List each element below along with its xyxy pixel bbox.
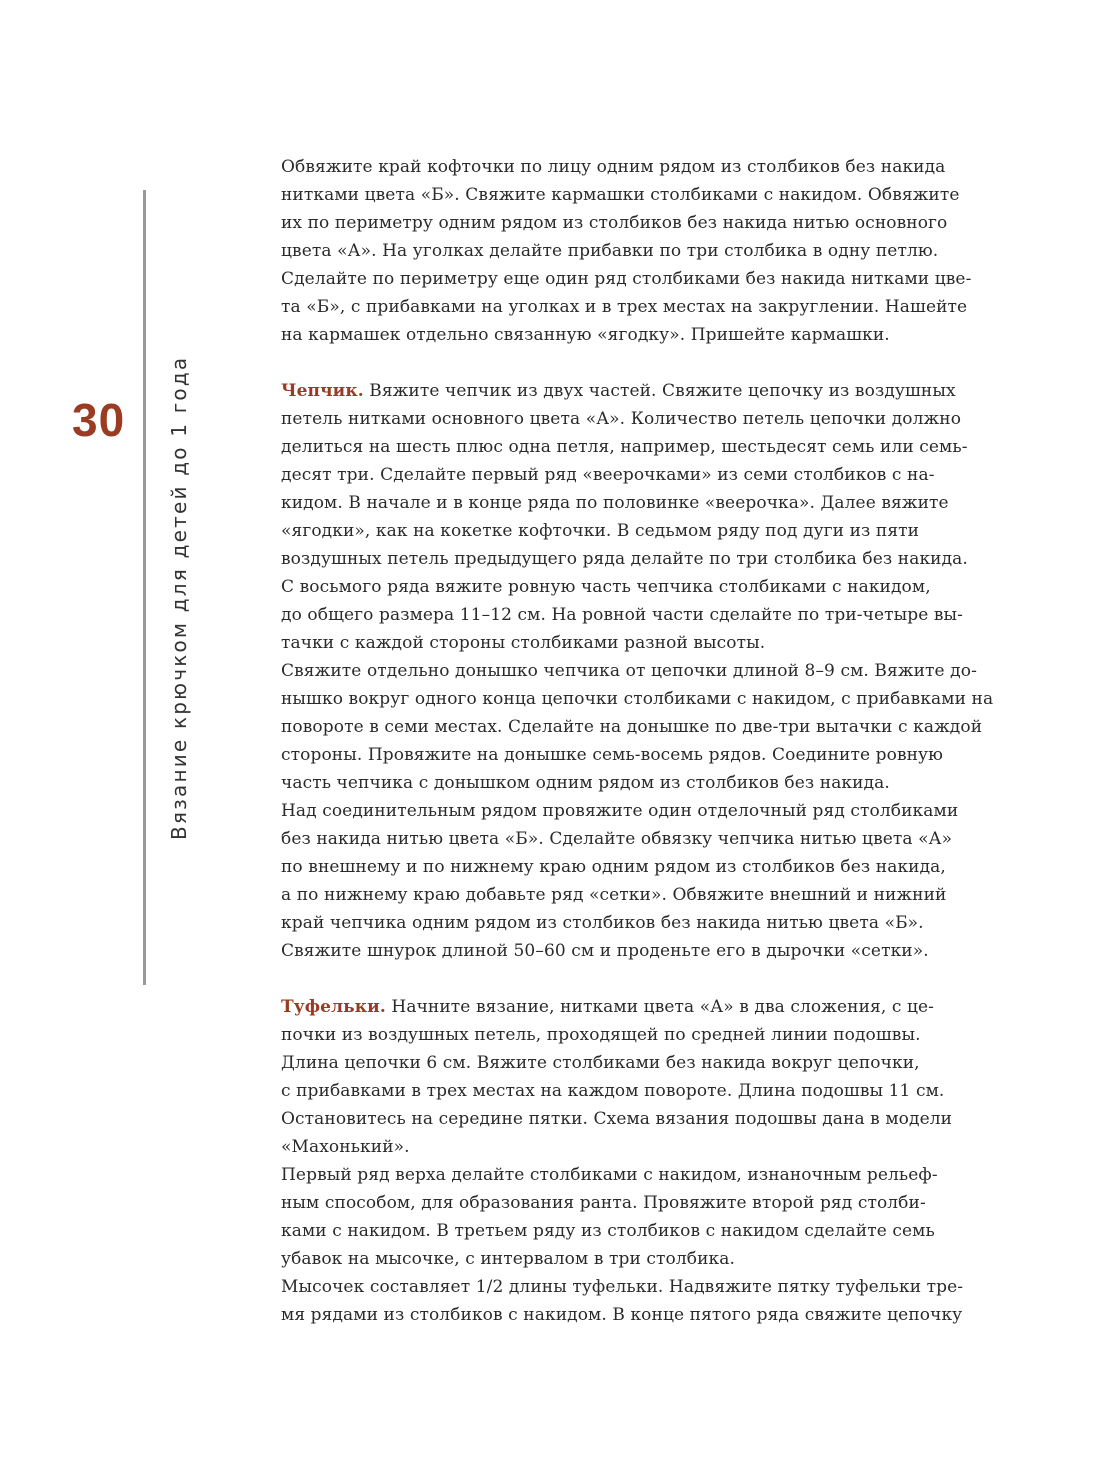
text-line: край чепчика одним рядом из столбиков без накида нитью цвета «Б». bbox=[281, 913, 924, 933]
text-line: петель нитками основного цвета «А». Количество петель цепочки должно bbox=[281, 409, 962, 429]
text-line: Длина цепочки 6 см. Вяжите столбиками без накида вокруг цепочки, bbox=[281, 1053, 920, 1073]
text-line bbox=[281, 993, 1021, 1021]
text-line: повороте в семи местах. Сделайте на донышке по две-три вытачки с каждой bbox=[281, 717, 983, 737]
text-line: а по нижнему краю добавьте ряд «сетки». Обвяжите внешний и нижний bbox=[281, 885, 947, 905]
side-rule bbox=[143, 190, 146, 985]
text-line: Над соединительным рядом провяжите один отделочный ряд столбиками bbox=[281, 801, 959, 821]
intro-paragraph bbox=[281, 153, 1021, 349]
text-line: до общего размера 11–12 см. На ровной части сделайте по три-четыре вы- bbox=[281, 605, 964, 625]
cap-first-line: Вяжите чепчик из двух частей. Свяжите цепочку из воздушных bbox=[363, 381, 956, 401]
text-line: ками с накидом. В третьем ряду из столбиков с накидом сделайте семь bbox=[281, 1221, 935, 1241]
shoes-section bbox=[281, 993, 1021, 1329]
text-line: «ягодки», как на кокетке кофточки. В седьмом ряду под дуги из пяти bbox=[281, 521, 920, 541]
text-line: с прибавками в трех местах на каждом повороте. Длина подошвы 11 см. bbox=[281, 1081, 945, 1101]
text-line: ным способом, для образования ранта. Провяжите второй ряд столби- bbox=[281, 1193, 926, 1213]
text-line: цвета «А». На уголках делайте прибавки по три столбика в одну петлю. bbox=[281, 241, 939, 261]
text-line: та «Б», с прибавками на уголках и в трех местах на закруглении. Нашейте bbox=[281, 297, 968, 317]
shoes-first-line: Начните вязание, нитками цвета «А» в два сложения, с це- bbox=[385, 997, 935, 1017]
running-title: Вязание крючком для детей до 1 года bbox=[167, 355, 191, 840]
text-line: их по периметру одним рядом из столбиков без накида нитью основного bbox=[281, 213, 948, 233]
section-gap bbox=[281, 965, 1021, 993]
text-line: С восьмого ряда вяжите ровную часть чепчика столбиками с накидом, bbox=[281, 577, 931, 597]
text-line: воздушных петель предыдущего ряда делайте по три столбика без накида. bbox=[281, 549, 968, 569]
text-line: Сделайте по периметру еще один ряд столбиками без накида нитками цве- bbox=[281, 269, 972, 289]
cap-section bbox=[281, 377, 1021, 965]
page-number: 30 bbox=[72, 394, 126, 446]
text-line: Первый ряд верха делайте столбиками с накидом, изнаночным рельеф- bbox=[281, 1165, 938, 1185]
text-line: нышко вокруг одного конца цепочки столбиками с накидом, с прибавками на bbox=[281, 689, 994, 709]
text-line: десят три. Сделайте первый ряд «веерочками» из семи столбиков с на- bbox=[281, 465, 935, 485]
text-line: почки из воздушных петель, проходящей по средней линии подошвы. bbox=[281, 1025, 921, 1045]
text-line: Мысочек составляет 1/2 длины туфельки. Надвяжите пятку туфельки тре- bbox=[281, 1277, 964, 1297]
text-line: Свяжите шнурок длиной 50–60 см и проденьте его в дырочки «сетки». bbox=[281, 941, 929, 961]
shoes-heading: Туфельки. bbox=[281, 997, 386, 1017]
text-line: по внешнему и по нижнему краю одним рядом из столбиков без накида, bbox=[281, 857, 946, 877]
text-line: Остановитесь на середине пятки. Схема вязания подошвы дана в модели bbox=[281, 1109, 953, 1129]
text-line: часть чепчика с донышком одним рядом из столбиков без накида. bbox=[281, 773, 890, 793]
text-line: Обвяжите край кофточки по лицу одним рядом из столбиков без накида bbox=[281, 157, 946, 177]
cap-heading: Чепчик. bbox=[281, 381, 364, 401]
text-line: Свяжите отдельно донышко чепчика от цепочки длиной 8–9 см. Вяжите до- bbox=[281, 661, 977, 681]
text-line: тачки с каждой стороны столбиками разной высоты. bbox=[281, 633, 766, 653]
text-line: кидом. В начале и в конце ряда по половинке «веерочка». Далее вяжите bbox=[281, 493, 949, 513]
text-line: без накида нитью цвета «Б». Сделайте обвязку чепчика нитью цвета «А» bbox=[281, 829, 953, 849]
section-gap bbox=[281, 349, 1021, 377]
body-text bbox=[281, 153, 1021, 1329]
text-line: стороны. Провяжите на донышке семь-восемь рядов. Соедините ровную bbox=[281, 745, 944, 765]
text-line bbox=[281, 377, 1021, 405]
text-line: «Махонький». bbox=[281, 1137, 410, 1157]
text-line: мя рядами из столбиков с накидом. В конце пятого ряда свяжите цепочку bbox=[281, 1305, 963, 1325]
text-line: нитками цвета «Б». Свяжите кармашки столбиками с накидом. Обвяжите bbox=[281, 185, 960, 205]
text-line: делиться на шесть плюс одна петля, например, шестьдесят семь или семь- bbox=[281, 437, 968, 457]
text-line: убавок на мысочке, с интервалом в три столбика. bbox=[281, 1249, 736, 1269]
text-line: на кармашек отдельно связанную «ягодку». Пришейте кармашки. bbox=[281, 325, 890, 345]
